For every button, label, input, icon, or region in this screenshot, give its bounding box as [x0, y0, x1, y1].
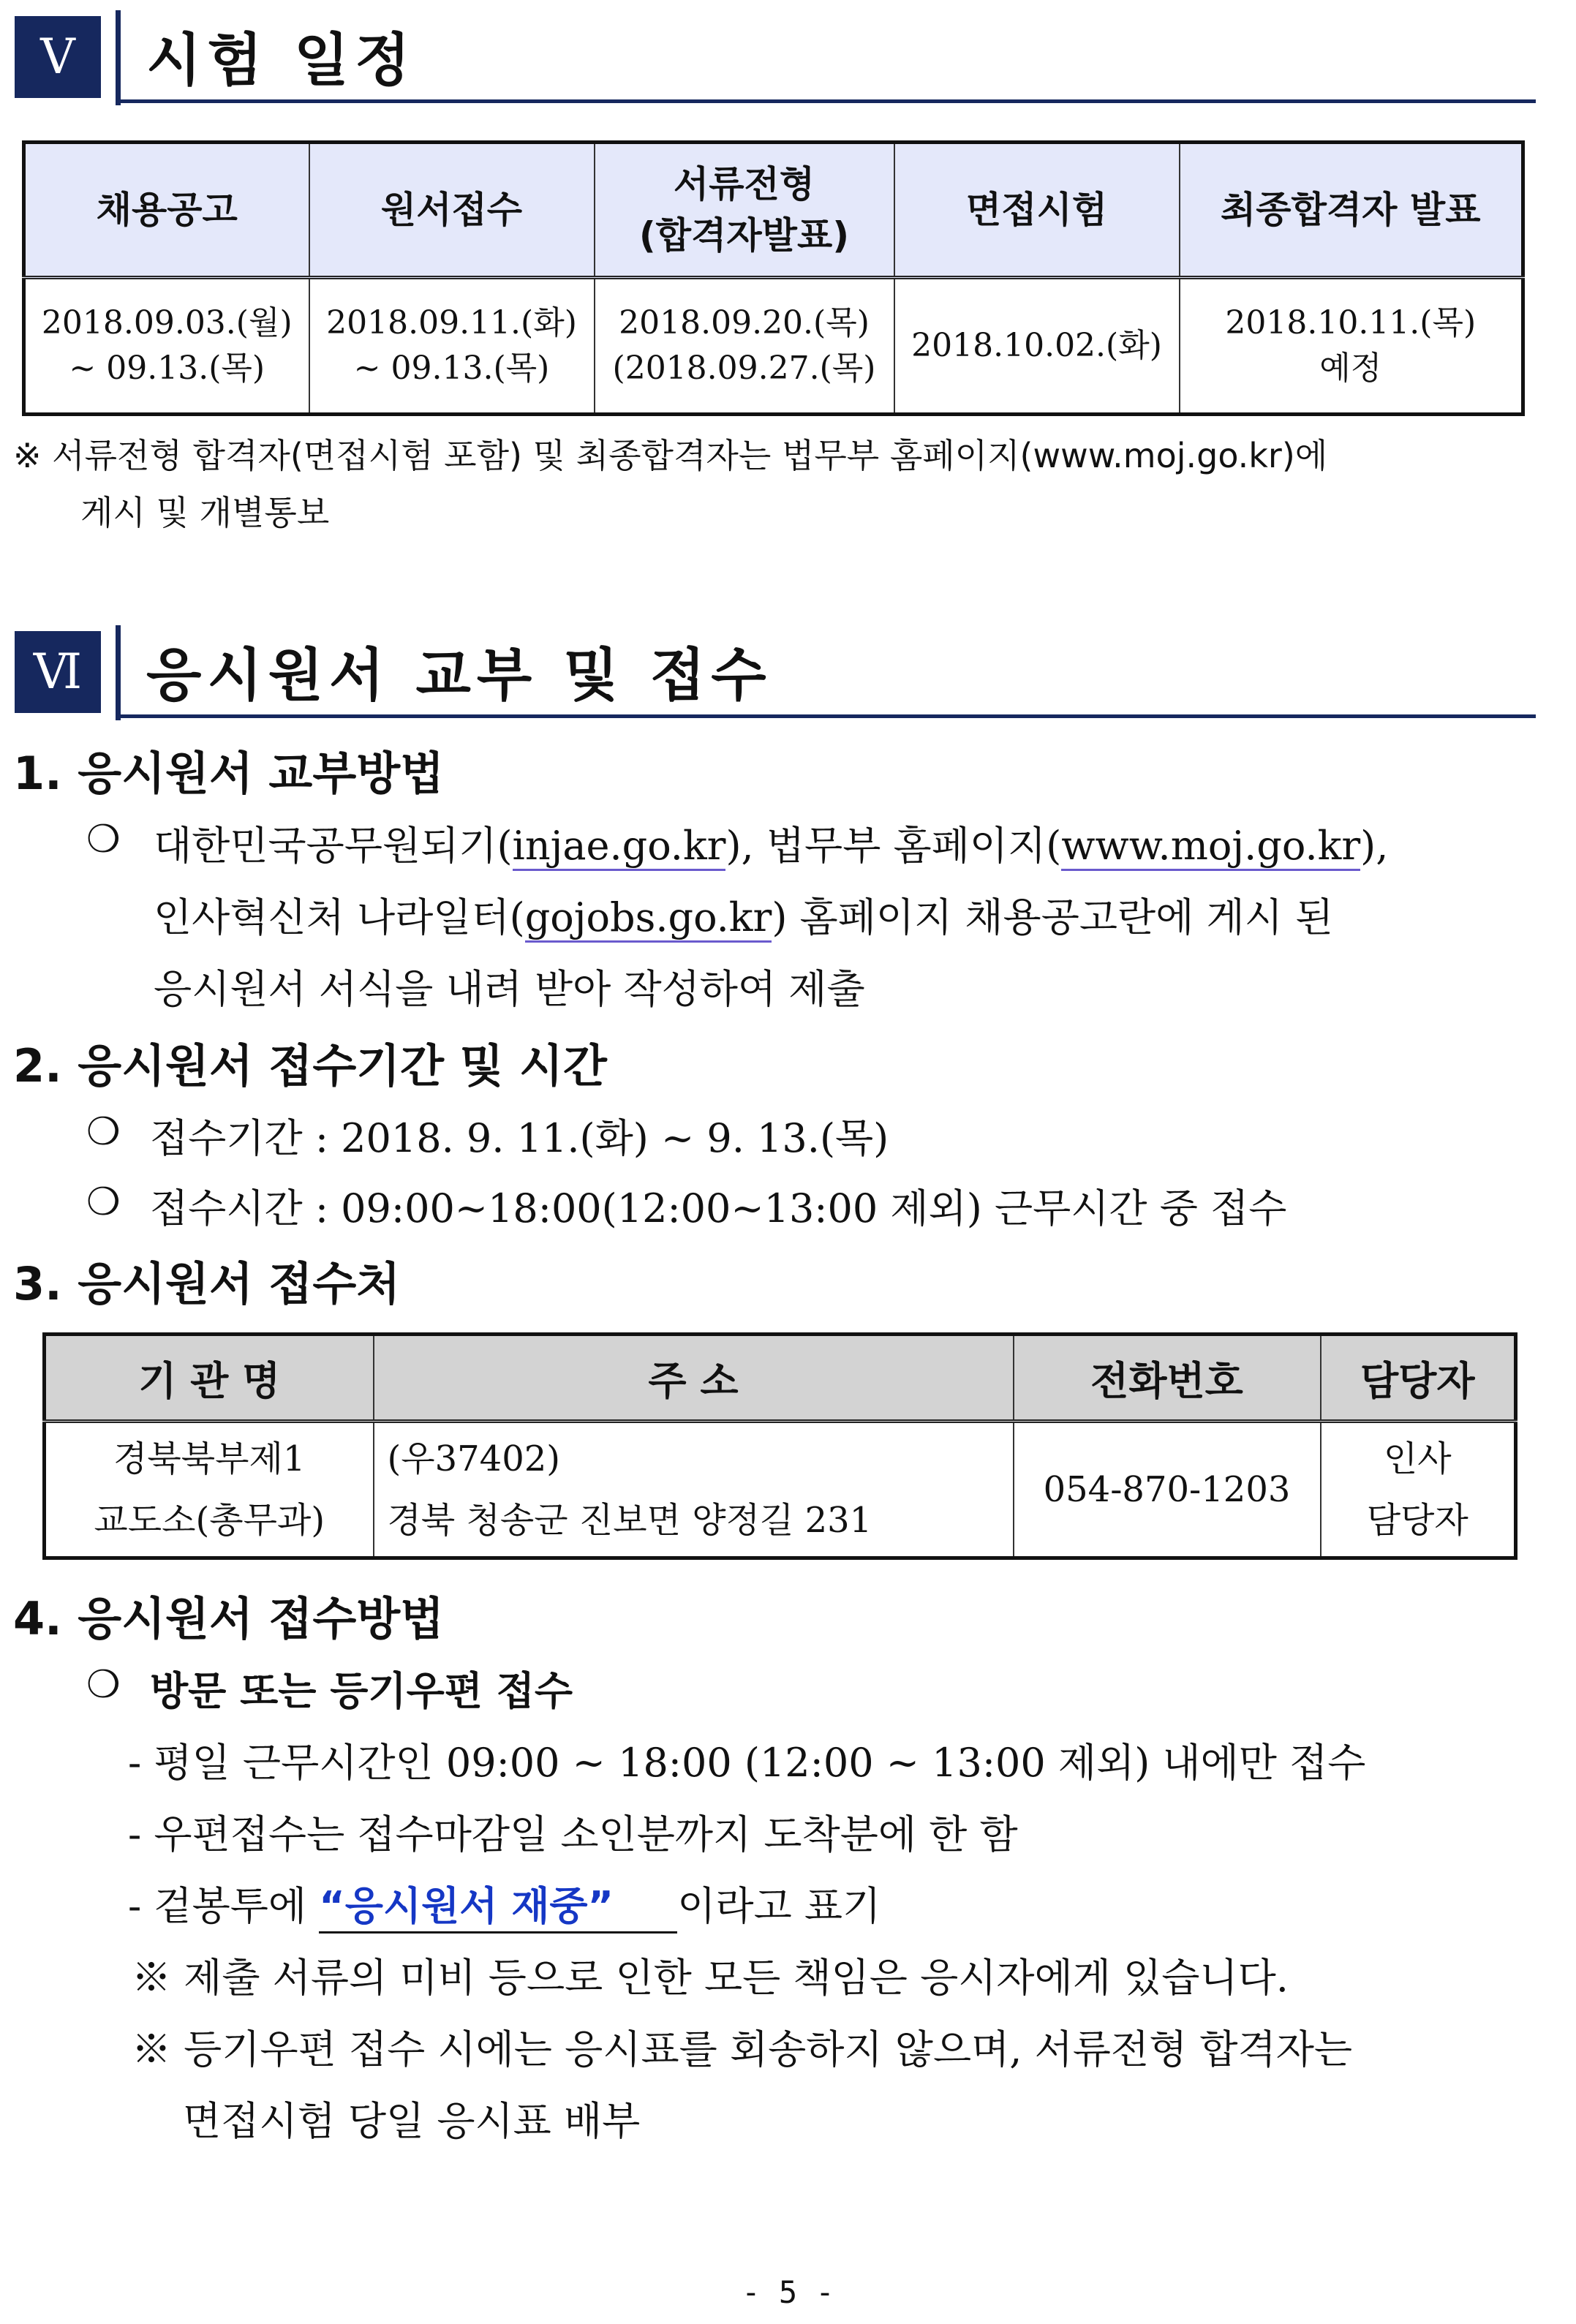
header-cell: 담당자 [1321, 1335, 1516, 1422]
cell-line: 2018.10.11.(목) [1225, 304, 1477, 342]
section-title: 시험 일정 [146, 28, 416, 94]
note-line: ※ 제출 서류의 미비 등으로 인한 모든 책임은 응시자에게 있습니다. [132, 1955, 1289, 2001]
table-row [24, 278, 1523, 415]
header-cell: 채용공고 [24, 143, 309, 278]
cell-line: ~ 09.13.(목) [353, 350, 550, 387]
paragraph-line [154, 815, 1388, 871]
table-header-row [45, 1335, 1516, 1422]
header-cell: 주 소 [374, 1335, 1014, 1422]
header-line: (합격자발표) [638, 214, 850, 257]
table-cell: 054-870-1203 [1014, 1422, 1321, 1558]
dash-item: - 우편접수는 접수마감일 소인분까지 도착분에 한 함 [128, 1811, 1018, 1857]
table-cell [1180, 278, 1523, 415]
section-bar [116, 10, 121, 105]
paragraph-line: 방문 또는 등기우편 접수 [150, 1668, 573, 1714]
section-6-header [15, 625, 1536, 720]
bullet-icon: ❍ [86, 1663, 121, 1707]
dash-item: - 평일 근무시간인 09:00 ~ 18:00 (12:00 ~ 13:00 제외) 내에만 접수 [128, 1740, 1366, 1786]
note-line: 면접시험 당일 응시표 배부 [183, 2098, 641, 2144]
text-span: ), [1360, 823, 1389, 869]
table-cell [45, 1422, 374, 1558]
bullet-icon: ❍ [86, 1180, 121, 1224]
header-cell: 전화번호 [1014, 1335, 1321, 1422]
text-span: ) 홈페이지 채용공고란에 게시 된 [772, 894, 1334, 940]
link-injae[interactable]: injae.go.kr [513, 823, 726, 871]
cell-line: (2018.09.27.(목) [612, 350, 876, 387]
schedule-note [13, 427, 1327, 541]
link-gojobs[interactable]: gojobs.go.kr [525, 894, 772, 943]
table-row [45, 1422, 1516, 1558]
cell-line: 교도소(총무과) [94, 1500, 325, 1541]
text-span: 인사혁신처 나라일터( [154, 894, 525, 940]
section-bar [116, 625, 121, 720]
table-cell [595, 278, 894, 415]
header-cell: 기 관 명 [45, 1335, 374, 1422]
paragraph-line [154, 886, 1333, 943]
header-line: 서류전형 [673, 163, 815, 205]
section-5-header [15, 10, 1536, 105]
table-cell: 2018.10.02.(화) [894, 278, 1180, 415]
subheading-4: 4. 응시원서 접수방법 [13, 1592, 444, 1645]
text-span: 대한민국공무원되기( [154, 823, 513, 869]
dash-item [128, 1875, 881, 1933]
table-cell [374, 1422, 1014, 1558]
section-title: 응시원서 교부 및 접수 [146, 643, 772, 709]
section-underline [121, 714, 1536, 718]
subheading-2: 2. 응시원서 접수기간 및 시간 [13, 1039, 607, 1093]
note-line: ※ 등기우편 접수 시에는 응시표를 회송하지 않으며, 서류전형 합격자는 [132, 2026, 1353, 2072]
cell-line: ~ 09.13.(목) [69, 350, 265, 387]
cell-line: 예정 [1319, 350, 1382, 387]
cell-line: 인사 [1383, 1438, 1452, 1479]
bullet-icon: ❍ [86, 1110, 121, 1154]
header-cell [595, 143, 894, 278]
highlight-text: “응시원서 재중” [319, 1875, 677, 1933]
text-span: - 겉봉투에 [128, 1883, 307, 1929]
cell-line: 2018.09.20.(목) [619, 304, 870, 342]
cell-line: 담당자 [1366, 1500, 1468, 1541]
bullet-icon: ❍ [86, 818, 121, 861]
subheading-1: 1. 응시원서 교부방법 [13, 747, 444, 800]
cell-line: 경북 청송군 진보면 양정길 231 [387, 1500, 872, 1541]
header-cell: 최종합격자 발표 [1180, 143, 1523, 278]
office-table [42, 1332, 1517, 1560]
page-number: - 5 - [742, 2274, 834, 2310]
header-cell: 원서접수 [309, 143, 595, 278]
header-cell: 면접시험 [894, 143, 1180, 278]
paragraph-line: 접수시간 : 09:00~18:00(12:00~13:00 제외) 근무시간 중 접수 [150, 1185, 1287, 1231]
table-header-row [24, 143, 1523, 278]
section-underline [121, 99, 1536, 103]
table-cell [1321, 1422, 1516, 1558]
table-cell [309, 278, 595, 415]
cell-line: (우37402) [387, 1438, 561, 1479]
section-number: Ⅵ [15, 631, 101, 713]
paragraph-line: 응시원서 서식을 내려 받아 작성하여 제출 [154, 966, 865, 1012]
text-span: 이라고 표기 [677, 1883, 881, 1929]
link-moj[interactable]: www.moj.go.kr [1061, 823, 1360, 871]
cell-line: 2018.09.11.(화) [326, 304, 577, 342]
note-line: ※ 서류전형 합격자(면접시험 포함) 및 최종합격자는 법무부 홈페이지(www.moj.go.kr)에 [13, 436, 1328, 475]
schedule-table [22, 140, 1525, 416]
cell-line: 경북북부제1 [113, 1438, 306, 1479]
note-line: 게시 및 개별통보 [80, 493, 330, 533]
paragraph-line: 접수기간 : 2018. 9. 11.(화) ~ 9. 13.(목) [150, 1115, 889, 1161]
subheading-3: 3. 응시원서 접수처 [13, 1257, 401, 1310]
table-cell [24, 278, 309, 415]
cell-line: 2018.09.03.(월) [41, 304, 293, 342]
text-span: ), 법무부 홈페이지( [725, 823, 1062, 869]
section-number: Ⅴ [15, 16, 101, 98]
